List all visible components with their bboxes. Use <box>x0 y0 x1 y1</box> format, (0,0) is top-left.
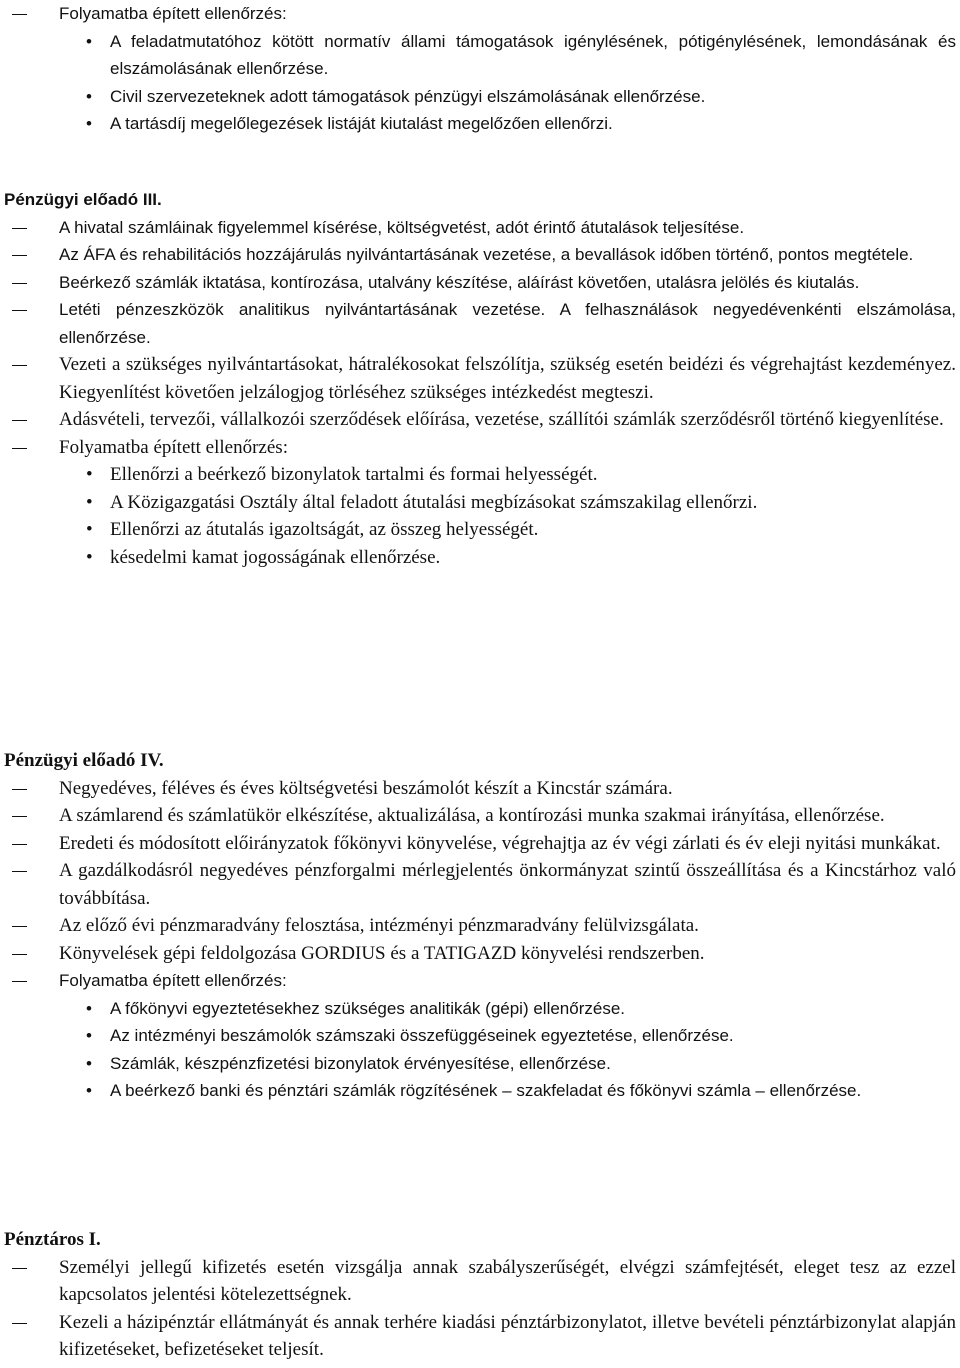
section-penztaros-1 <box>0 1226 960 1364</box>
bullet-text: késedelmi kamat jogosságának ellenőrzése. <box>110 546 441 568</box>
section-continuation <box>0 0 960 138</box>
bullet-marker: • <box>86 1053 92 1073</box>
bullet-marker: • <box>86 546 93 568</box>
bullet-item <box>0 544 960 572</box>
item-text: Letéti pénzeszközök analitikus nyilvántartásának vezetése. A felhasználások negyedévenkénti elszámolása, ellenőrzése. <box>59 300 956 347</box>
dash-item <box>0 775 960 803</box>
bullet-item <box>0 1022 960 1050</box>
item-text: A számlarend és számlatükör elkészítése, aktualizálása, a kontírozási munka szakmai irányítása, ellenőrzése. <box>59 805 885 826</box>
bullet-marker: • <box>86 86 92 106</box>
bullet-marker: • <box>86 491 93 513</box>
dash-item <box>0 1309 960 1364</box>
bullet-text: A beérkező banki és pénztári számlák rögzítésének – szakfeladat és főkönyvi számla – ellenőrzése. <box>110 1081 862 1100</box>
bullet-text: Az intézményi beszámolók számszaki összefüggéseinek egyeztetése, ellenőrzése. <box>110 1026 734 1045</box>
item-text: Negyedéves, féléves és éves költségvetési beszámolót készít a Kincstár számára. <box>59 777 673 799</box>
dash-item <box>0 1254 960 1309</box>
item-text: Beérkező számlák iktatása, kontírozása, utalvány készítése, aláírást követően, utalásra jelölés és kiutalás. <box>59 272 860 292</box>
dash-item <box>0 912 960 940</box>
item-text: Folyamatba épített ellenőrzés: <box>59 971 287 990</box>
dash-item <box>0 967 960 995</box>
bullet-marker: • <box>86 998 92 1018</box>
section-heading: Pénztáros I. <box>4 1229 101 1250</box>
bullet-item <box>0 1050 960 1078</box>
bullet-item <box>0 516 960 544</box>
bullet-text: Civil szervezeteknek adott támogatások pénzügyi elszámolásának ellenőrzése. <box>110 86 706 106</box>
bullet-item <box>0 1077 960 1105</box>
dash-item <box>0 940 960 968</box>
bullet-text: A Közigazgatási Osztály által feladott átutalási megbízásokat számszakilag ellenőrzi. <box>110 491 758 513</box>
bullet-text: A tartásdíj megelőlegezések listáját kiutalást megelőzően ellenőrzi. <box>110 114 613 133</box>
bullet-item <box>0 995 960 1023</box>
item-text: Könyvelések gépi feldolgozása GORDIUS és a TATIGAZD könyvelési rendszerben. <box>59 942 705 964</box>
bullet-text: Számlák, készpénzfizetési bizonylatok érvényesítése, ellenőrzése. <box>110 1053 611 1073</box>
item-text: A hivatal számláinak figyelemmel kísérése, költségvetést, adót érintő átutalások teljesítése. <box>59 217 745 237</box>
item-text: Folyamatba épített ellenőrzés: <box>59 436 288 458</box>
item-text: Adásvételi, tervezői, vállalkozói szerződések előírása, vezetése, szállítói számlák szerződésről történő kiegyenlítése. <box>59 409 944 430</box>
item-text: Kezeli a házipénztár ellátmányát és annak terhére kiadási pénztárbizonylatot, illetve bevételi pénztárbizonylat alapján kifizetéseket, befizetéseket teljesít. <box>59 1311 956 1360</box>
bullet-text: Ellenőrzi a beérkező bizonylatok tartalmi és formai helyességét. <box>110 464 598 485</box>
bullet-marker: • <box>86 1081 92 1100</box>
section-penzugyi-eloado-4 <box>0 747 960 1105</box>
dash-item <box>0 214 960 242</box>
item-text: Eredeti és módosított előirányzatok főkönyvi könyvelése, végrehajtja az év végi zárlati és év eleji nyitási munkákat. <box>59 832 941 854</box>
bullet-text: Ellenőrzi az átutalás igazoltságát, az összeg helyességét. <box>110 519 539 540</box>
bullet-item <box>0 83 960 111</box>
dash-item <box>0 269 960 297</box>
dash-item <box>0 406 960 434</box>
bullet-item <box>0 110 960 138</box>
dash-item <box>0 0 960 28</box>
bullet-marker: • <box>86 464 93 485</box>
item-text: Az ÁFA és rehabilitációs hozzájárulás nyilvántartásának vezetése, a bevallások időben történő, pontos megtétele. <box>59 245 914 264</box>
dash-item <box>0 857 960 912</box>
dash-item <box>0 802 960 830</box>
bullet-marker: • <box>86 1026 92 1045</box>
bullet-item <box>0 489 960 517</box>
section-heading: Pénzügyi előadó III. <box>4 190 162 209</box>
bullet-item <box>0 28 960 83</box>
item-text: A gazdálkodásról negyedéves pénzforgalmi mérlegjelentés önkormányzat szintű összeállítása és a Kincstárhoz való továbbítása. <box>59 860 956 909</box>
dash-item <box>0 241 960 269</box>
item-text: Az előző évi pénzmaradvány felosztása, intézményi pénzmaradvány felülvizsgálata. <box>59 915 699 936</box>
dash-item <box>0 296 960 351</box>
bullet-text: A főkönyvi egyeztetésekhez szükséges analitikák (gépi) ellenőrzése. <box>110 998 626 1018</box>
section-penzugyi-eloado-3 <box>0 186 960 571</box>
item-text: Személyi jellegű kifizetés esetén vizsgálja annak szabályszerűségét, elvégzi számfejtését, eleget tesz az ezzel kapcsolatos jelentési kötelezettségnek. <box>59 1256 956 1305</box>
bullet-marker: • <box>86 31 92 51</box>
bullet-marker: • <box>86 519 93 540</box>
dash-item <box>0 351 960 406</box>
item-text: Vezeti a szükséges nyilvántartásokat, hátralékosokat felszólítja, szükség esetén beidézi és végrehajtást kezdeményez. Kiegyenlítést követően jelzálogjog törléséhez szükséges intézkedést megteszi. <box>59 354 956 403</box>
section-heading: Pénzügyi előadó IV. <box>4 750 164 771</box>
dash-item <box>0 830 960 858</box>
bullet-item <box>0 461 960 489</box>
bullet-text: A feladatmutatóhoz kötött normatív állami támogatások igénylésének, pótigénylésének, lemondásának és elszámolásának ellenőrzése. <box>110 31 956 78</box>
bullet-marker: • <box>86 114 92 133</box>
dash-item <box>0 434 960 462</box>
item-text: Folyamatba épített ellenőrzés: <box>59 4 287 23</box>
